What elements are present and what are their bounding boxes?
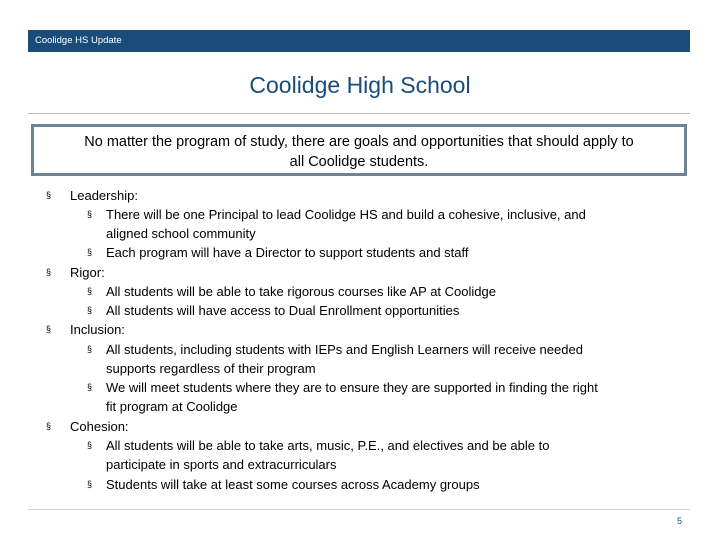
- callout-line-2: all Coolidge students.: [289, 154, 429, 170]
- inclusion-item-2-line-2: fit program at Coolidge: [106, 399, 238, 414]
- page-number: 5: [677, 516, 683, 526]
- bullet-marker: §: [46, 267, 52, 277]
- leadership-item-1-line-1: There will be one Principal to lead Coolidge HS and build a cohesive, inclusive, and: [106, 207, 586, 222]
- inclusion-item-1-line-2: supports regardless of their program: [106, 361, 316, 376]
- cohesion-item-2: Students will take at least some courses across Academy groups: [106, 477, 480, 492]
- callout-line-1: No matter the program of study, there are goals and opportunities that should apply to: [84, 134, 634, 150]
- bullet-marker: §: [87, 247, 93, 257]
- bullet-marker: §: [87, 209, 93, 219]
- heading-inclusion: Inclusion:: [70, 322, 125, 337]
- header-bar: [28, 30, 690, 52]
- slide-title: Coolidge High School: [249, 72, 471, 98]
- heading-leadership: Leadership:: [70, 188, 138, 203]
- inclusion-item-2-line-1: We will meet students where they are to ensure they are supported in finding the right: [106, 380, 598, 395]
- callout-box: [31, 124, 687, 176]
- bullet-marker: §: [46, 421, 52, 431]
- bullet-marker: §: [46, 190, 52, 200]
- leadership-item-1-line-2: aligned school community: [106, 226, 256, 241]
- bullet-marker: §: [87, 344, 93, 354]
- footer-divider: [28, 509, 690, 510]
- bullet-marker: §: [46, 324, 52, 334]
- leadership-item-2: Each program will have a Director to support students and staff: [106, 245, 469, 260]
- title-divider: [28, 113, 690, 114]
- bullet-marker: §: [87, 479, 93, 489]
- cohesion-item-1-line-2: participate in sports and extracurriculars: [106, 457, 337, 472]
- bullet-marker: §: [87, 440, 93, 450]
- rigor-item-1: All students will be able to take rigorous courses like AP at Coolidge: [106, 284, 496, 299]
- bullet-marker: §: [87, 382, 93, 392]
- header-label: Coolidge HS Update: [35, 35, 122, 46]
- cohesion-item-1-line-1: All students will be able to take arts, music, P.E., and electives and be able to: [106, 438, 550, 453]
- bullet-marker: §: [87, 286, 93, 296]
- bullet-marker: §: [87, 305, 93, 315]
- heading-rigor: Rigor:: [70, 265, 105, 280]
- inclusion-item-1-line-1: All students, including students with IEPs and English Learners will receive needed: [106, 342, 583, 357]
- rigor-item-2: All students will have access to Dual Enrollment opportunities: [106, 303, 460, 318]
- heading-cohesion: Cohesion:: [70, 419, 129, 434]
